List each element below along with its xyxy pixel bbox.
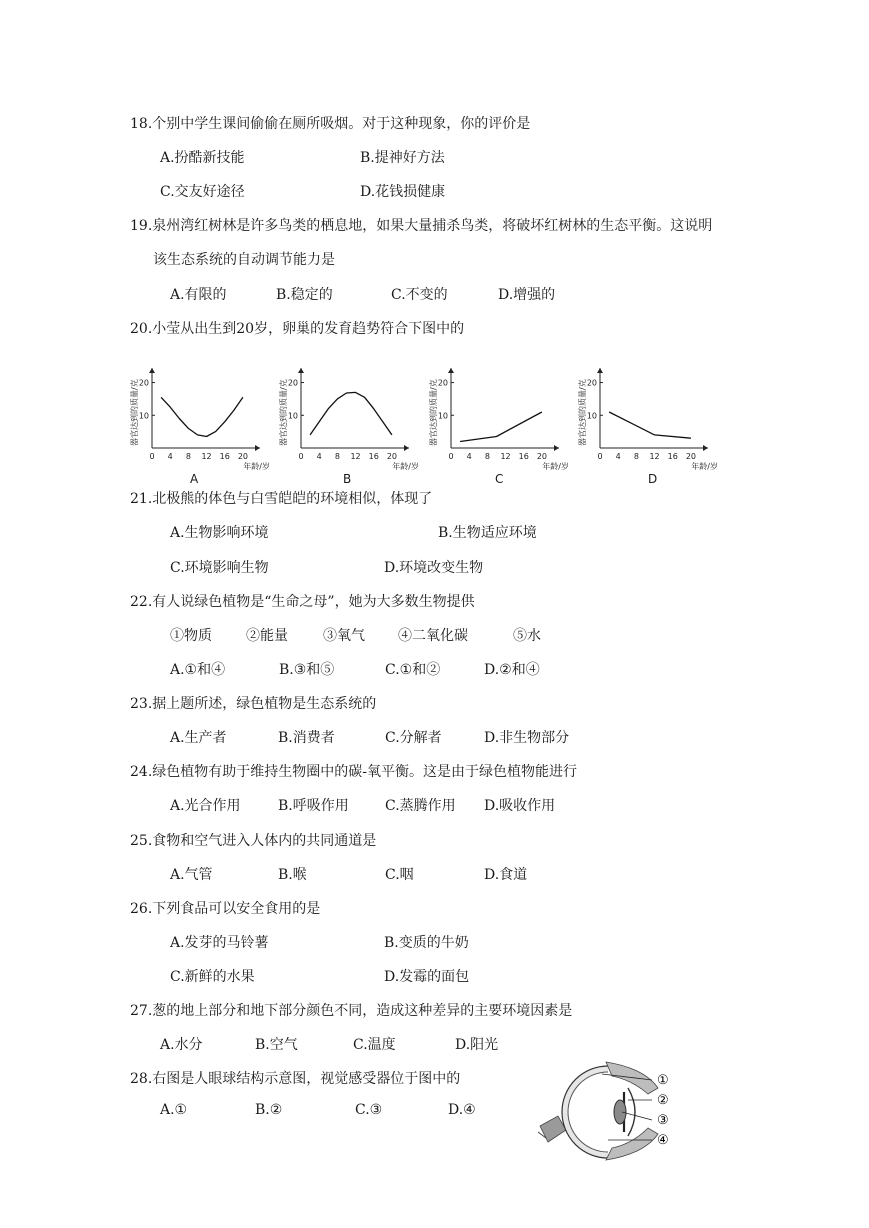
q26-option-d: D.发霉的面包 <box>384 969 470 985</box>
cornea-shape <box>628 1088 635 1136</box>
chart-c-svg <box>427 360 572 470</box>
q18-option-a: A.扮酷新技能 <box>160 150 245 166</box>
chart-a-svg <box>128 360 273 470</box>
eye-structure-diagram <box>536 1058 686 1167</box>
x-tick-label: 8 <box>484 452 490 461</box>
q19-option-a: A.有限的 <box>170 287 227 303</box>
question-19-stem-line1: 19.泉州湾红树林是许多鸟类的栖息地，如果大量捕杀鸟类，将破坏红树林的生态平衡。这说明 <box>130 218 713 234</box>
y-axis-arrow <box>448 368 454 373</box>
q18-option-d: D.花钱损健康 <box>360 184 446 200</box>
question-25-stem: 25.食物和空气进入人体内的共同通道是 <box>130 833 377 849</box>
x-tick-label: 12 <box>350 452 361 461</box>
question-28-stem: 28.右图是人眼球结构示意图，视觉感受器位于图中的 <box>130 1071 461 1087</box>
q18-option-c: C.交友好途径 <box>160 184 245 200</box>
y-tick-label: 20 <box>138 378 149 388</box>
q27-option-d: D.阳光 <box>455 1037 499 1053</box>
q25-option-a: A.气管 <box>170 867 213 883</box>
x-tick-label: 12 <box>500 452 511 461</box>
x-axis-label: 年龄/岁 <box>243 462 270 470</box>
q26-option-b: B.变质的牛奶 <box>384 935 469 951</box>
q21-option-d: D.环境改变生物 <box>384 560 484 576</box>
q24-option-c: C.蒸腾作用 <box>385 798 456 814</box>
q23-option-d: D.非生物部分 <box>484 730 570 746</box>
q26-option-c: C.新鲜的水果 <box>170 969 255 985</box>
leader-line-3 <box>622 1112 652 1120</box>
q27-option-a: A.水分 <box>160 1037 203 1053</box>
chart-d <box>576 360 721 486</box>
q23-option-c: C.分解者 <box>385 730 442 746</box>
x-axis-arrow <box>404 445 409 451</box>
y-tick-label: 10 <box>586 411 597 421</box>
x-axis-arrow <box>703 445 708 451</box>
y-tick-label: 20 <box>437 378 448 388</box>
q22-option-a: A.①和④ <box>170 662 226 678</box>
x-tick-label: 20 <box>536 452 548 461</box>
question-21-stem: 21.北极熊的体色与白雪皑皑的环境相似，体现了 <box>130 491 433 507</box>
chart-c-label: C <box>495 472 504 486</box>
q21-option-a: A.生物影响环境 <box>170 525 269 541</box>
x-tick-label: 4 <box>615 452 621 461</box>
question-26-stem: 26.下列食品可以安全食用的是 <box>130 901 321 917</box>
x-tick-label: 20 <box>237 452 249 461</box>
q22-item-1: ①物质 <box>170 628 212 644</box>
y-tick-label: 10 <box>138 411 149 421</box>
q22-item-3: ③氧气 <box>323 628 365 644</box>
q27-option-b: B.空气 <box>255 1037 298 1053</box>
lens-shape <box>614 1100 626 1124</box>
question-22-stem: 22.有人说绿色植物是“生命之母”，她为大多数生物提供 <box>130 594 475 610</box>
q21-option-b: B.生物适应环境 <box>438 525 537 541</box>
y-axis-label: 器官达到的质量/克 <box>429 379 438 446</box>
series-line <box>310 392 392 435</box>
x-axis-label: 年龄/岁 <box>392 462 419 470</box>
y-axis-arrow <box>149 368 155 373</box>
series-line <box>460 412 542 442</box>
question-24-stem: 24.绿色植物有助于维持生物圈中的碳-氧平衡。这是由于绿色植物能进行 <box>130 764 577 780</box>
series-line <box>609 412 691 438</box>
q22-item-2: ②能量 <box>246 628 288 644</box>
q19-option-b: B.稳定的 <box>276 287 333 303</box>
y-axis-label: 器官达到的质量/克 <box>130 379 139 446</box>
q21-option-c: C.环境影响生物 <box>170 560 269 576</box>
q23-option-b: B.消费者 <box>278 730 335 746</box>
question-19-stem-line2: 该生态系统的自动调节能力是 <box>153 252 335 268</box>
x-tick-label: 0 <box>298 452 304 461</box>
eye-label-4: ④ <box>657 1133 669 1148</box>
q24-option-a: A.光合作用 <box>170 798 241 814</box>
y-tick-label: 10 <box>287 411 298 421</box>
q22-item-4: ④二氧化碳 <box>398 628 468 644</box>
chart-a <box>128 360 273 486</box>
q24-option-d: D.吸收作用 <box>484 798 556 814</box>
q25-option-c: C.咽 <box>385 867 414 883</box>
x-tick-label: 4 <box>316 452 322 461</box>
y-tick-label: 20 <box>586 378 597 388</box>
q22-option-c: C.①和② <box>385 662 441 678</box>
y-axis-label: 器官达到的质量/克 <box>279 379 288 446</box>
y-axis-arrow <box>298 368 304 373</box>
x-tick-label: 16 <box>518 452 529 461</box>
lower-eyelid-shape <box>606 1128 658 1160</box>
x-tick-label: 0 <box>448 452 454 461</box>
q19-option-c: C.不变的 <box>391 287 448 303</box>
x-tick-label: 12 <box>201 452 212 461</box>
series-line <box>161 397 243 436</box>
x-tick-label: 16 <box>667 452 678 461</box>
y-tick-label: 10 <box>437 411 448 421</box>
x-tick-label: 8 <box>334 452 340 461</box>
x-axis-arrow <box>554 445 559 451</box>
q28-option-b: B.② <box>255 1102 283 1118</box>
x-axis-label: 年龄/岁 <box>691 462 718 470</box>
x-tick-label: 8 <box>185 452 191 461</box>
question-18-stem: 18.个别中学生课间偷偷在厕所吸烟。对于这种现象，你的评价是 <box>130 116 531 132</box>
q22-option-d: D.②和④ <box>484 662 540 678</box>
q23-option-a: A.生产者 <box>170 730 227 746</box>
eye-label-3: ③ <box>657 1113 669 1128</box>
y-tick-label: 20 <box>287 378 298 388</box>
question-20-stem: 20.小莹从出生到20岁，卵巢的发育趋势符合下图中的 <box>130 321 465 337</box>
eye-label-1: ① <box>657 1073 669 1088</box>
x-tick-label: 20 <box>386 452 398 461</box>
chart-c <box>427 360 572 486</box>
eye-label-2: ② <box>657 1093 669 1108</box>
x-tick-label: 16 <box>368 452 379 461</box>
chart-d-svg <box>576 360 721 470</box>
q26-option-a: A.发芽的马铃薯 <box>170 935 269 951</box>
chart-b <box>277 360 422 486</box>
question-27-stem: 27.葱的地上部分和地下部分颜色不同，造成这种差异的主要环境因素是 <box>130 1003 573 1019</box>
x-tick-label: 12 <box>649 452 660 461</box>
q28-option-c: C.③ <box>355 1102 383 1118</box>
x-tick-label: 20 <box>685 452 697 461</box>
q25-option-d: D.食道 <box>484 867 528 883</box>
x-axis-label: 年龄/岁 <box>542 462 569 470</box>
q18-option-b: B.提神好方法 <box>360 150 445 166</box>
chart-a-label: A <box>190 472 199 486</box>
x-axis-arrow <box>255 445 260 451</box>
q22-option-b: B.③和⑤ <box>279 662 335 678</box>
q27-option-c: C.温度 <box>353 1037 396 1053</box>
q19-option-d: D.增强的 <box>498 287 556 303</box>
y-axis-label: 器官达到的质量/克 <box>578 379 587 446</box>
x-tick-label: 16 <box>219 452 230 461</box>
x-tick-label: 4 <box>167 452 173 461</box>
q25-option-b: B.喉 <box>278 867 307 883</box>
q24-option-b: B.呼吸作用 <box>278 798 349 814</box>
y-axis-arrow <box>597 368 603 373</box>
x-tick-label: 4 <box>466 452 472 461</box>
chart-b-svg <box>277 360 422 470</box>
q28-option-d: D.④ <box>448 1102 476 1118</box>
chart-b-label: B <box>343 472 352 486</box>
x-tick-label: 0 <box>597 452 603 461</box>
q28-option-a: A.① <box>160 1102 188 1118</box>
q22-item-5: ⑤水 <box>513 628 541 644</box>
x-tick-label: 0 <box>149 452 155 461</box>
chart-d-label: D <box>648 472 658 486</box>
question-23-stem: 23.据上题所述，绿色植物是生态系统的 <box>130 696 377 712</box>
x-tick-label: 8 <box>633 452 639 461</box>
